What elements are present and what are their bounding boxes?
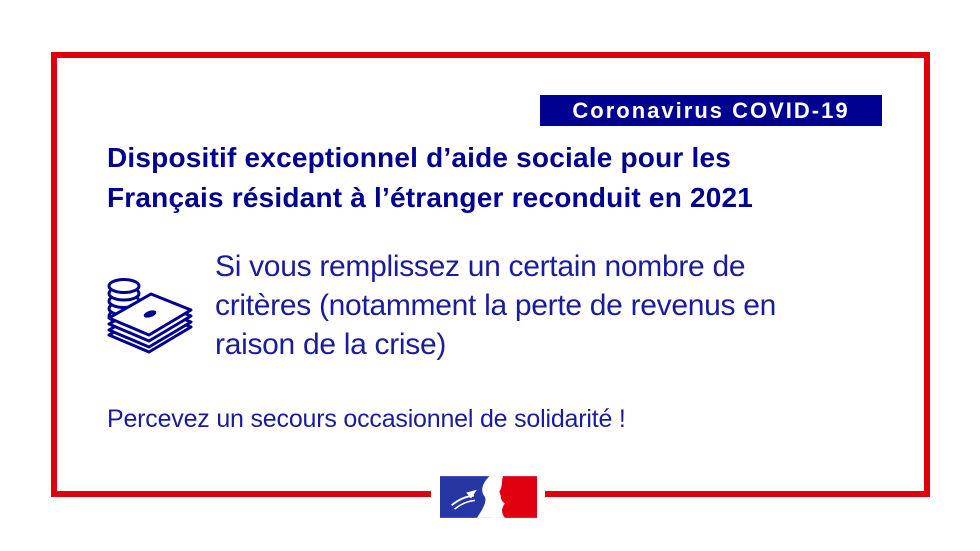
money-stack-icon bbox=[104, 272, 196, 354]
covid-badge-label: Coronavirus COVID-19 bbox=[572, 97, 850, 123]
page-title bbox=[107, 138, 753, 218]
criteria-line-1: Si vous remplissez un certain nombre de bbox=[215, 250, 746, 283]
title-line-1: Dispositif exceptionnel d’aide sociale pour les bbox=[107, 142, 732, 173]
marianne-logo-svg bbox=[440, 476, 537, 518]
logo-red-block bbox=[499, 476, 537, 518]
covid-badge bbox=[540, 95, 882, 126]
criteria-text bbox=[215, 247, 776, 364]
solidarity-note: Percevez un secours occasionnel de solidarité ! bbox=[107, 405, 626, 433]
criteria-line-3: raison de la crise) bbox=[215, 328, 447, 361]
criteria-line-2: critères (notamment la perte de revenus en bbox=[215, 289, 777, 322]
title-line-2: Français résidant à l’étranger reconduit en 2021 bbox=[107, 182, 754, 213]
money-stack-icon-svg bbox=[104, 272, 196, 354]
french-government-marianne-logo bbox=[431, 474, 545, 520]
